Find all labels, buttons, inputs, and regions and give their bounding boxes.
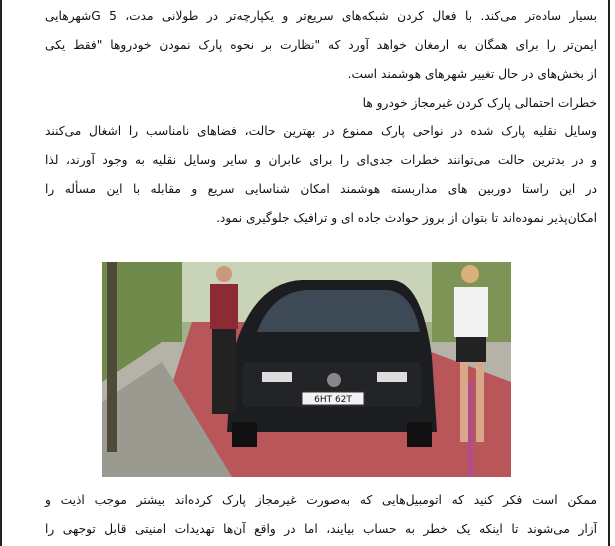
paragraph-threats bbox=[45, 486, 597, 544]
text-line: وسایل نقلیه پارک شده در نواحی پارک ممنوع در بهترین حالت، فضاهای نامناسب را اشغال می‌کنند bbox=[45, 124, 597, 138]
section-heading bbox=[45, 89, 597, 118]
heading-text: خطرات احتمالی پارک کردن غیرمجاز خودرو ها bbox=[362, 96, 597, 110]
text-line: امکان‌پذیر نموده‌اند تا بتوان از بروز حوادث جاده ای و ترافیک جلوگیری نمود. bbox=[216, 211, 597, 225]
text-line: از بخش‌های در حال تغییر شهرهای هوشمند است. bbox=[347, 67, 597, 81]
pedestrian bbox=[210, 266, 238, 414]
paragraph-risks bbox=[45, 117, 597, 233]
paragraph-intro bbox=[45, 2, 597, 89]
text-line: آزار می‌شوند تا اینکه یک خطر به حساب بیایند، اما در واقع آن‌ها تهدیدات امنیتی قابل توجهی را bbox=[45, 522, 597, 536]
text-line: در این راستا دوربین های مداربسته هوشمند امکان شناسایی سریع و مقابله با این مسأله را bbox=[45, 182, 597, 196]
license-plate: 6HT 62T bbox=[314, 395, 352, 405]
text-line: بسیار ساده‌تر می‌کند. با فعال کردن شبکه‌های سریع‌تر و یکپارچه‌تر در طولانی مدت، 5 Gشهرهایی bbox=[45, 9, 598, 23]
car bbox=[227, 280, 437, 447]
text-line: و در بدترین حالت می‌توانند خطرات جدی‌ای را برای عابران و سایر وسایل نقلیه به وجود آورند، لذا bbox=[45, 153, 597, 167]
text-line: ممکن است فکر کنید که اتومبیل‌هایی که به‌صورت غیرمجاز پارک کرده‌اند بیشتر موجب اذیت و bbox=[45, 493, 597, 507]
text-line: ایمن‌تر را برای همگان به ارمغان خواهد آورد که "نظارت بر نحوه پارک نمودن خودروها "فقط یکی bbox=[45, 38, 597, 52]
illegally-parked-car-photo bbox=[102, 262, 511, 477]
